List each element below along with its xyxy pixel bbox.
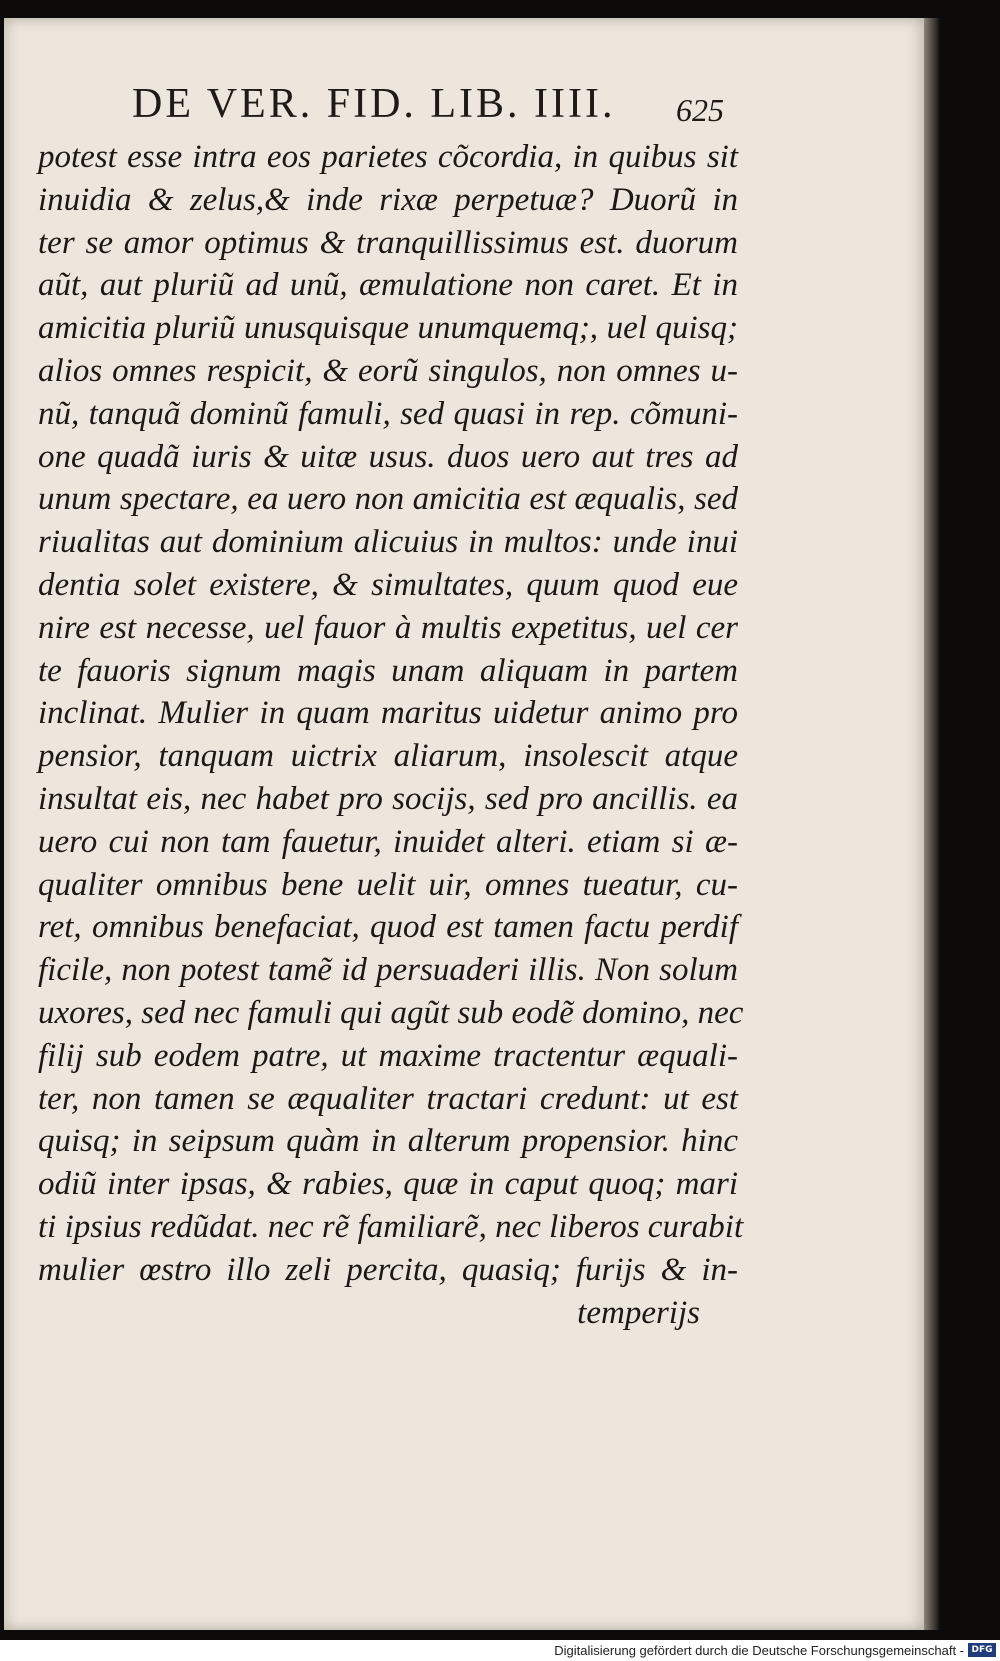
text-line: ret, omnibus benefaciat, quod est tamen factu perdif (38, 909, 738, 946)
body-text (38, 136, 744, 1334)
text-line: odiũ inter ipsas, & rabies, quæ in caput quoq; mari (38, 1166, 738, 1203)
text-line: nũ, tanquã dominũ famuli, sed quasi in rep. cõmuni- (38, 395, 738, 432)
text-line: qualiter omnibus bene uelit uir, omnes tueatur, cu- (38, 866, 738, 903)
text-line: nire est necesse, uel fauor à multis expetitus, uel cer (38, 609, 738, 646)
text-line: amicitia pluriũ unusquisque unumquemq;, uel quisq; (38, 310, 738, 347)
text-line: aũt, aut pluriũ ad unũ, æmulatione non caret. Et in (38, 267, 738, 304)
text-line: ficile, non potest tamẽ id persuaderi illis. Non solum (38, 952, 738, 989)
page-edge (924, 18, 940, 1630)
text-line: quisq; in seipsum quàm in alterum propensior. hinc (38, 1123, 738, 1160)
text-line: unum spectare, ea uero non amicitia est æqualis, sed (38, 481, 738, 518)
text-line: te fauoris signum magis unam aliquam in partem (38, 652, 738, 689)
running-head-title: DE VER. FID. LIB. IIII. (132, 81, 616, 127)
text-line: inclinat. Mulier in quam maritus uidetur animo pro (38, 695, 738, 732)
digitization-footer (0, 1640, 1000, 1661)
book-page (4, 18, 928, 1630)
text-line: filij sub eodem patre, ut maxime tractentur æquali- (38, 1037, 738, 1074)
text-line: inuidia & zelus,& inde rixæ perpetuæ? Duorũ in (38, 181, 738, 218)
text-line: alios omnes respicit, & eorũ singulos, non omnes u- (38, 352, 738, 389)
text-line: pensior, tanquam uictrix aliarum, insolescit atque (38, 738, 738, 775)
text-line: dentia solet existere, & simultates, quum quod eue (38, 566, 738, 603)
dfg-logo-icon: DFG (968, 1643, 996, 1657)
text-line: insultat eis, nec habet pro socijs, sed pro ancillis. ea (38, 780, 738, 817)
catchword: temperijs (577, 1294, 700, 1331)
text-line: ter, non tamen se æqualiter tractari credunt: ut est (38, 1080, 738, 1117)
text-line: mulier œstro illo zeli percita, quasiq; furijs & in- (38, 1251, 738, 1288)
text-line: one quadã iuris & uitæ usus. duos uero aut tres ad (38, 438, 738, 475)
running-head (4, 78, 928, 138)
text-line: uero cui non tam fauetur, inuidet alteri. etiam si æ- (38, 823, 738, 860)
funding-credit: Digitalisierung gefördert durch die Deutsche Forschungsgemeinschaft - (554, 1643, 964, 1658)
text-line: ter se amor optimus & tranquillissimus est. duorum (38, 224, 738, 261)
page-number: 625 (676, 92, 724, 128)
text-line: potest esse intra eos parietes cõcordia, in quibus sit (38, 139, 738, 175)
text-line: riualitas aut dominium alicuius in multos: unde inui (38, 524, 738, 561)
text-line: ti ipsius redũdat. nec rẽ familiarẽ, nec liberos curabit (38, 1208, 744, 1245)
text-line: uxores, sed nec famuli qui agũt sub eodẽ domino, nec (38, 994, 744, 1031)
